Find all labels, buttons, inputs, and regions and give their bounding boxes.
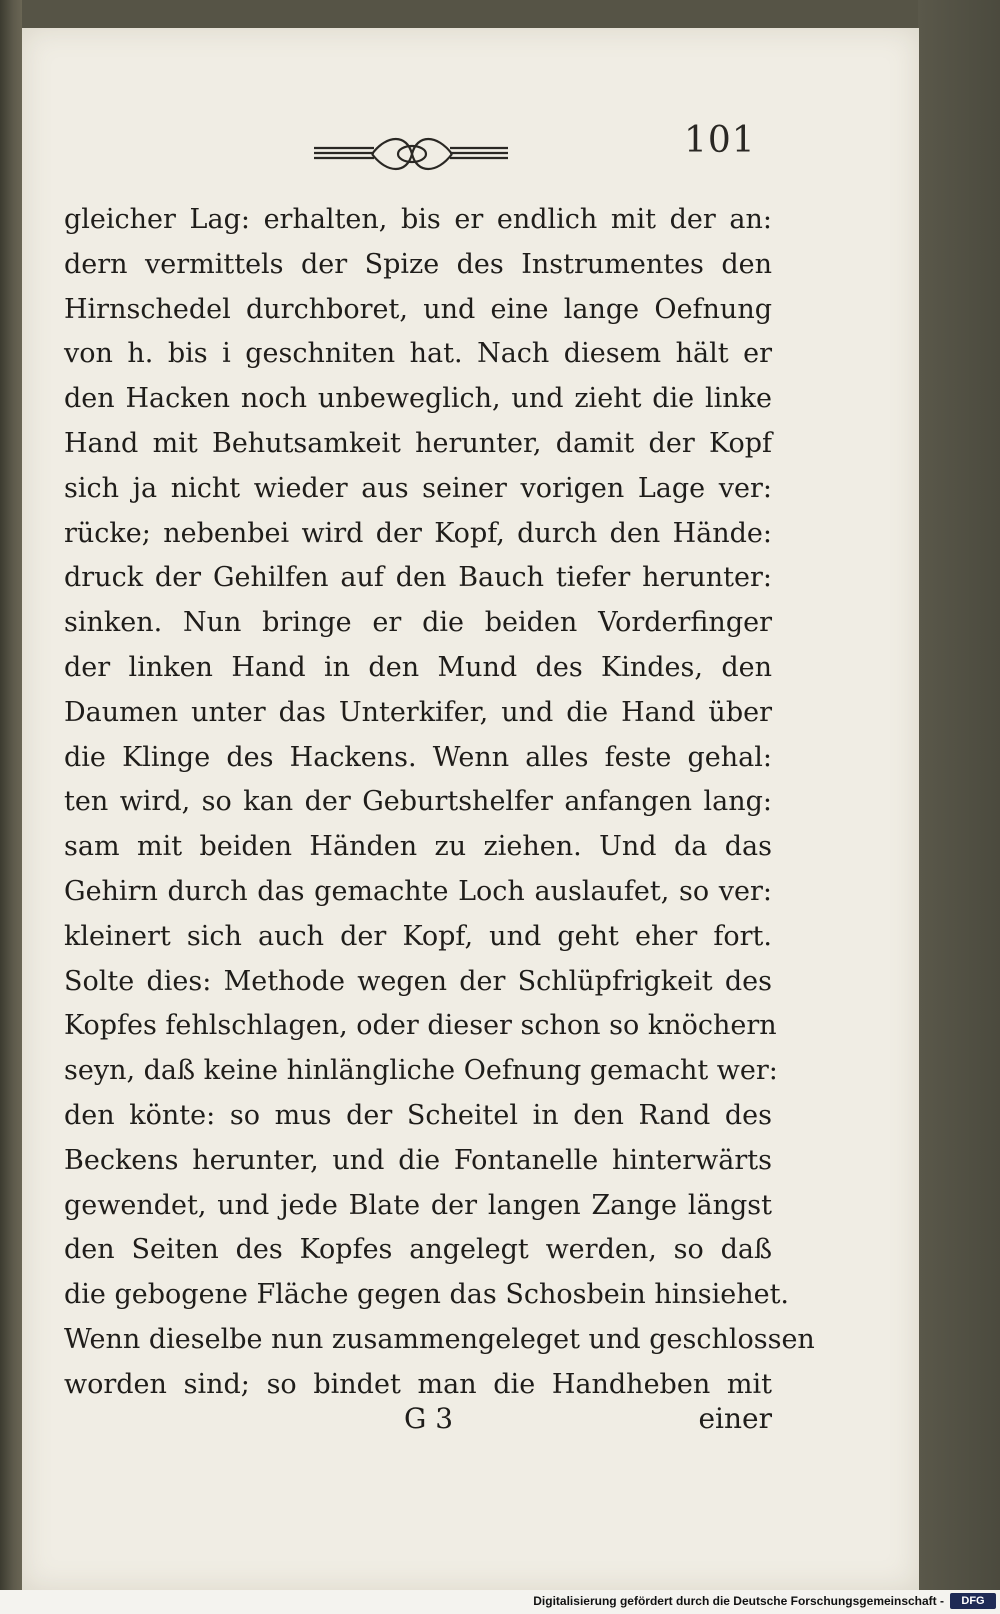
text-line: Hirnschedel durchboret, und eine lange Oefnung	[64, 293, 772, 325]
text-line: den könte: so mus der Scheitel in den Rand des	[64, 1099, 772, 1131]
ornament-knot-icon	[312, 128, 512, 182]
text-line: Beckens herunter, und die Fontanelle hinterwärts	[64, 1144, 772, 1176]
text-line: druck der Gehilfen auf den Bauch tiefer herunter:	[64, 562, 772, 594]
text-line: worden sind; so bindet man die Handheben mit	[64, 1368, 772, 1400]
text-line: Gehirn durch das gemachte Loch auslaufet, so ver:	[64, 875, 772, 907]
text-line: die Klinge des Hackens. Wenn alles feste gehal:	[64, 741, 772, 773]
text-line: sich ja nicht wieder aus seiner vorigen Lage ver:	[64, 472, 772, 504]
scan-left-edge	[0, 0, 22, 1614]
text-line: kleinert sich auch der Kopf, und geht eher fort.	[64, 920, 772, 952]
page-foot	[64, 1402, 772, 1448]
text-line: Daumen unter das Unterkifer, und die Hand über	[64, 696, 772, 728]
funding-credit: Digitalisierung gefördert durch die Deutsche Forschungsgemeinschaft -	[533, 1594, 944, 1608]
scan-right-edge	[918, 0, 1000, 1614]
text-line: gewendet, und jede Blate der langen Zange längst	[64, 1189, 772, 1221]
text-line: Hand mit Behutsamkeit herunter, damit der Kopf	[64, 427, 772, 459]
text-line: gleicher Lag: erhalten, bis er endlich mit der an:	[64, 204, 772, 235]
signature-mark: G 3	[404, 1402, 454, 1435]
text-line: seyn, daß keine hinlängliche Oefnung gemacht wer:	[64, 1055, 778, 1087]
body-text	[64, 198, 815, 1408]
text-line: dern vermittels der Spize des Instrumentes den	[64, 248, 772, 280]
text-line: von h. bis i geschniten hat. Nach diesem hält er	[64, 338, 772, 370]
book-page	[22, 28, 919, 1590]
text-line: sinken. Nun bringe er die beiden Vorderfinger	[64, 607, 772, 639]
text-line: die gebogene Fläche gegen das Schosbein hinsiehet.	[64, 1279, 790, 1311]
text-line: Wenn dieselbe nun zusammengeleget und geschlossen	[64, 1323, 815, 1355]
text-line: den Hacken noch unbeweglich, und zieht die linke	[64, 383, 772, 415]
text-line: Solte dies: Methode wegen der Schlüpfrigkeit des	[64, 965, 772, 997]
text-line: der linken Hand in den Mund des Kindes, den	[64, 651, 772, 683]
catchword: einer	[698, 1402, 772, 1435]
text-line: sam mit beiden Händen zu ziehen. Und da das	[64, 831, 772, 863]
text-line: ten wird, so kan der Geburtshelfer anfangen lang:	[64, 786, 772, 818]
text-line: Kopfes fehlschlagen, oder dieser schon so knöchern	[64, 1010, 777, 1042]
digitization-footer	[0, 1590, 1000, 1614]
dfg-logo-icon: DFG	[950, 1593, 996, 1609]
text-line: den Seiten des Kopfes angelegt werden, so daß	[64, 1234, 772, 1266]
page-number: 101	[684, 120, 756, 161]
text-line: rücke; nebenbei wird der Kopf, durch den Hände:	[64, 517, 772, 549]
